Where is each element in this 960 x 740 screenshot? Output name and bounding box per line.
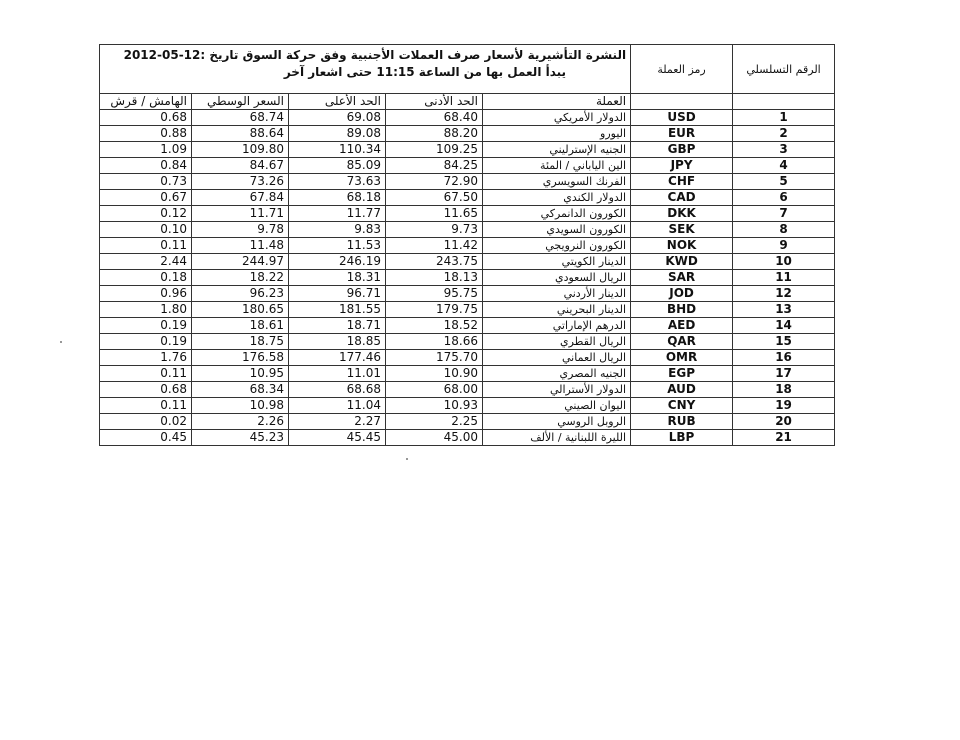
cell-low: 68.40 — [386, 110, 483, 126]
cell-mid-rate: 84.67 — [192, 158, 289, 174]
cell-low: 243.75 — [386, 254, 483, 270]
cell-mid-rate: 18.75 — [192, 334, 289, 350]
cell-currency-name: الين الياباني / المئة — [483, 158, 631, 174]
cell-currency-code: RUB — [631, 414, 733, 430]
table-row — [100, 302, 835, 318]
cell-currency-name: الجنيه المصري — [483, 366, 631, 382]
header-currency-code: رمز العملة — [631, 45, 733, 94]
cell-currency-name: الريال السعودي — [483, 270, 631, 286]
exchange-rate-bulletin — [99, 44, 834, 446]
cell-margin: 0.45 — [100, 430, 192, 446]
exchange-rate-table — [99, 44, 835, 446]
cell-serial: 16 — [733, 350, 835, 366]
cell-serial: 5 — [733, 174, 835, 190]
cell-currency-name: الدولار الأسترالي — [483, 382, 631, 398]
cell-mid-rate: 18.61 — [192, 318, 289, 334]
cell-high: 177.46 — [289, 350, 386, 366]
table-row — [100, 110, 835, 126]
scan-speck — [406, 458, 408, 460]
table-row — [100, 190, 835, 206]
table-row — [100, 174, 835, 190]
cell-margin: 1.80 — [100, 302, 192, 318]
cell-currency-name: الفرنك السويسري — [483, 174, 631, 190]
table-row — [100, 318, 835, 334]
bulletin-title — [100, 45, 631, 94]
header-serial: الرقم التسلسلي — [733, 45, 835, 94]
cell-mid-rate: 244.97 — [192, 254, 289, 270]
cell-margin: 0.18 — [100, 270, 192, 286]
cell-low: 84.25 — [386, 158, 483, 174]
table-row — [100, 398, 835, 414]
cell-margin: 0.02 — [100, 414, 192, 430]
col-serial-empty — [733, 94, 835, 110]
cell-mid-rate: 176.58 — [192, 350, 289, 366]
scan-speck — [60, 341, 62, 343]
title-row — [100, 45, 835, 94]
cell-high: 68.18 — [289, 190, 386, 206]
cell-low: 10.90 — [386, 366, 483, 382]
cell-mid-rate: 10.95 — [192, 366, 289, 382]
cell-currency-code: SEK — [631, 222, 733, 238]
cell-margin: 0.96 — [100, 286, 192, 302]
cell-low: 109.25 — [386, 142, 483, 158]
cell-margin: 0.11 — [100, 366, 192, 382]
col-code-empty — [631, 94, 733, 110]
cell-currency-name: الدينار الكويتي — [483, 254, 631, 270]
cell-currency-code: CAD — [631, 190, 733, 206]
cell-serial: 8 — [733, 222, 835, 238]
cell-mid-rate: 68.34 — [192, 382, 289, 398]
cell-high: 73.63 — [289, 174, 386, 190]
table-row — [100, 142, 835, 158]
cell-currency-code: DKK — [631, 206, 733, 222]
cell-low: 72.90 — [386, 174, 483, 190]
cell-margin: 1.09 — [100, 142, 192, 158]
cell-high: 11.01 — [289, 366, 386, 382]
cell-high: 18.31 — [289, 270, 386, 286]
cell-currency-code: KWD — [631, 254, 733, 270]
cell-serial: 12 — [733, 286, 835, 302]
table-row — [100, 222, 835, 238]
cell-high: 11.53 — [289, 238, 386, 254]
cell-currency-code: LBP — [631, 430, 733, 446]
cell-serial: 18 — [733, 382, 835, 398]
col-mid: السعر الوسطي — [192, 94, 289, 110]
cell-low: 18.66 — [386, 334, 483, 350]
title-line-2: يبدأ العمل بها من الساعة 11:15 حتى اشعار آخر — [283, 65, 567, 79]
subheader-row — [100, 94, 835, 110]
cell-margin: 0.68 — [100, 110, 192, 126]
cell-low: 18.52 — [386, 318, 483, 334]
cell-currency-code: SAR — [631, 270, 733, 286]
cell-high: 89.08 — [289, 126, 386, 142]
table-row — [100, 382, 835, 398]
cell-margin: 0.19 — [100, 318, 192, 334]
cell-margin: 0.68 — [100, 382, 192, 398]
cell-margin: 0.11 — [100, 238, 192, 254]
cell-high: 11.77 — [289, 206, 386, 222]
table-row — [100, 334, 835, 350]
cell-serial: 7 — [733, 206, 835, 222]
cell-currency-name: الدينار الأردني — [483, 286, 631, 302]
cell-low: 9.73 — [386, 222, 483, 238]
cell-mid-rate: 11.71 — [192, 206, 289, 222]
cell-serial: 3 — [733, 142, 835, 158]
table-row — [100, 158, 835, 174]
cell-serial: 10 — [733, 254, 835, 270]
table-row — [100, 254, 835, 270]
cell-mid-rate: 180.65 — [192, 302, 289, 318]
cell-low: 18.13 — [386, 270, 483, 286]
cell-high: 9.83 — [289, 222, 386, 238]
cell-high: 11.04 — [289, 398, 386, 414]
cell-margin: 1.76 — [100, 350, 192, 366]
cell-currency-name: الدولار الكندي — [483, 190, 631, 206]
table-row — [100, 350, 835, 366]
cell-currency-name: الروبل الروسي — [483, 414, 631, 430]
cell-serial: 11 — [733, 270, 835, 286]
cell-margin: 0.11 — [100, 398, 192, 414]
cell-mid-rate: 67.84 — [192, 190, 289, 206]
cell-mid-rate: 88.64 — [192, 126, 289, 142]
cell-mid-rate: 10.98 — [192, 398, 289, 414]
cell-mid-rate: 9.78 — [192, 222, 289, 238]
cell-margin: 0.12 — [100, 206, 192, 222]
cell-currency-code: OMR — [631, 350, 733, 366]
cell-mid-rate: 2.26 — [192, 414, 289, 430]
cell-high: 246.19 — [289, 254, 386, 270]
cell-currency-name: الدولار الأمريكي — [483, 110, 631, 126]
cell-serial: 4 — [733, 158, 835, 174]
cell-serial: 17 — [733, 366, 835, 382]
cell-serial: 21 — [733, 430, 835, 446]
cell-currency-code: AUD — [631, 382, 733, 398]
table-row — [100, 270, 835, 286]
table-row — [100, 206, 835, 222]
cell-serial: 15 — [733, 334, 835, 350]
cell-margin: 0.10 — [100, 222, 192, 238]
cell-low: 2.25 — [386, 414, 483, 430]
cell-high: 69.08 — [289, 110, 386, 126]
table-row — [100, 238, 835, 254]
col-margin: الهامش / قرش — [100, 94, 192, 110]
cell-currency-code: EUR — [631, 126, 733, 142]
cell-high: 68.68 — [289, 382, 386, 398]
cell-margin: 0.84 — [100, 158, 192, 174]
table-row — [100, 286, 835, 302]
cell-margin: 0.19 — [100, 334, 192, 350]
cell-currency-code: JPY — [631, 158, 733, 174]
cell-currency-code: EGP — [631, 366, 733, 382]
cell-margin: 0.73 — [100, 174, 192, 190]
cell-currency-name: اليوان الصيني — [483, 398, 631, 414]
cell-currency-code: CNY — [631, 398, 733, 414]
cell-high: 18.85 — [289, 334, 386, 350]
cell-high: 2.27 — [289, 414, 386, 430]
cell-currency-name: الريال القطري — [483, 334, 631, 350]
table-row — [100, 430, 835, 446]
cell-currency-name: الكورون النرويجي — [483, 238, 631, 254]
cell-mid-rate: 18.22 — [192, 270, 289, 286]
cell-mid-rate: 45.23 — [192, 430, 289, 446]
table-row — [100, 366, 835, 382]
cell-high: 45.45 — [289, 430, 386, 446]
cell-low: 11.65 — [386, 206, 483, 222]
col-low: الحد الأدنى — [386, 94, 483, 110]
table-row — [100, 126, 835, 142]
cell-low: 179.75 — [386, 302, 483, 318]
cell-currency-name: الدرهم الإماراتي — [483, 318, 631, 334]
cell-serial: 14 — [733, 318, 835, 334]
cell-low: 95.75 — [386, 286, 483, 302]
cell-high: 85.09 — [289, 158, 386, 174]
cell-low: 45.00 — [386, 430, 483, 446]
cell-currency-code: USD — [631, 110, 733, 126]
cell-serial: 13 — [733, 302, 835, 318]
cell-high: 110.34 — [289, 142, 386, 158]
cell-currency-code: BHD — [631, 302, 733, 318]
cell-currency-code: NOK — [631, 238, 733, 254]
cell-currency-code: CHF — [631, 174, 733, 190]
cell-currency-name: الكورون الدانمركي — [483, 206, 631, 222]
cell-currency-code: AED — [631, 318, 733, 334]
cell-low: 68.00 — [386, 382, 483, 398]
cell-serial: 9 — [733, 238, 835, 254]
cell-low: 67.50 — [386, 190, 483, 206]
cell-margin: 2.44 — [100, 254, 192, 270]
cell-mid-rate: 68.74 — [192, 110, 289, 126]
cell-serial: 1 — [733, 110, 835, 126]
cell-currency-code: QAR — [631, 334, 733, 350]
cell-serial: 20 — [733, 414, 835, 430]
cell-high: 181.55 — [289, 302, 386, 318]
cell-currency-code: GBP — [631, 142, 733, 158]
cell-currency-name: الدينار البحريني — [483, 302, 631, 318]
cell-serial: 2 — [733, 126, 835, 142]
cell-serial: 6 — [733, 190, 835, 206]
cell-mid-rate: 109.80 — [192, 142, 289, 158]
cell-margin: 0.88 — [100, 126, 192, 142]
cell-low: 88.20 — [386, 126, 483, 142]
cell-mid-rate: 11.48 — [192, 238, 289, 254]
cell-low: 175.70 — [386, 350, 483, 366]
cell-mid-rate: 96.23 — [192, 286, 289, 302]
cell-high: 96.71 — [289, 286, 386, 302]
cell-mid-rate: 73.26 — [192, 174, 289, 190]
cell-currency-name: الليرة اللبنانية / الألف — [483, 430, 631, 446]
col-currency: العملة — [483, 94, 631, 110]
cell-high: 18.71 — [289, 318, 386, 334]
cell-low: 10.93 — [386, 398, 483, 414]
cell-currency-name: الجنيه الإسترليني — [483, 142, 631, 158]
cell-currency-code: JOD — [631, 286, 733, 302]
cell-currency-name: الريال العماني — [483, 350, 631, 366]
cell-margin: 0.67 — [100, 190, 192, 206]
table-row — [100, 414, 835, 430]
cell-serial: 19 — [733, 398, 835, 414]
col-high: الحد الأعلى — [289, 94, 386, 110]
cell-currency-name: اليورو — [483, 126, 631, 142]
cell-low: 11.42 — [386, 238, 483, 254]
cell-currency-name: الكورون السويدي — [483, 222, 631, 238]
title-line-1: النشرة التأشيرية لأسعار صرف العملات الأجنبية وفق حركة السوق تاريخ :12-05-2012 — [123, 48, 627, 62]
